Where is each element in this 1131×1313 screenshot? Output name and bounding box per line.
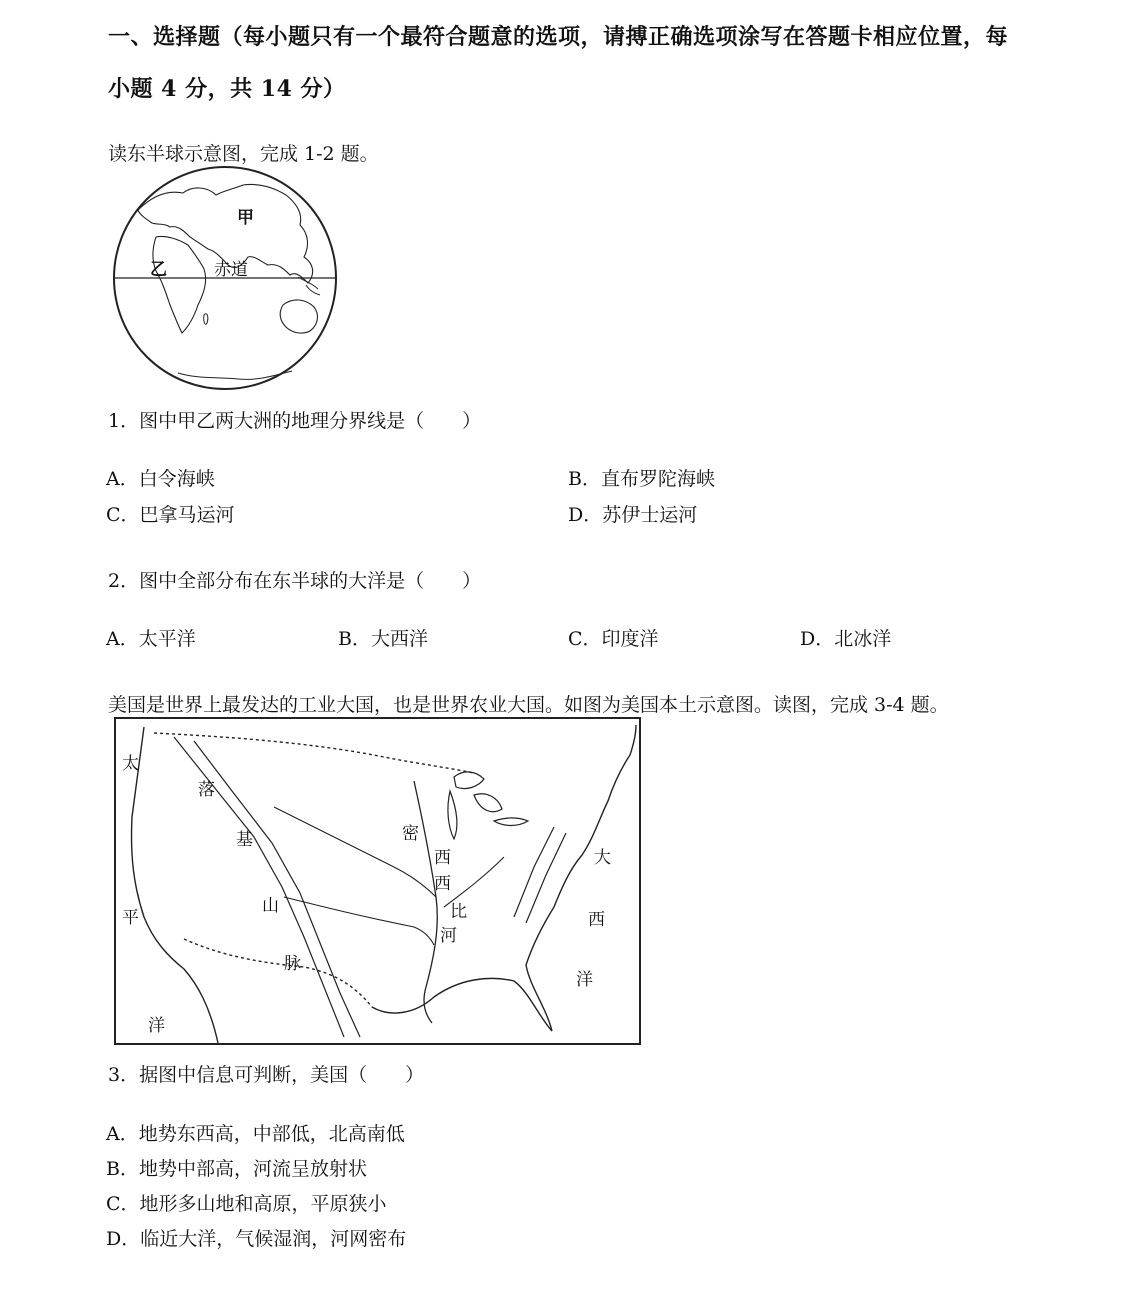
q1-option-a[interactable]: A．白令海峡 <box>106 468 215 490</box>
label-rocky-2: 基 <box>236 830 253 850</box>
label-atlantic-3: 洋 <box>576 970 593 990</box>
q2-stem: 2．图中全部分布在东半球的大洋是（ ） <box>108 570 482 592</box>
usa-map <box>114 717 642 1047</box>
label-mississippi-4: 比 <box>450 902 467 922</box>
label-rocky-4: 脉 <box>284 954 301 974</box>
label-pacific-1: 太 <box>122 754 139 774</box>
q1-option-b[interactable]: B．直布罗陀海峡 <box>568 468 715 490</box>
label-mississippi-1: 密 <box>402 824 419 844</box>
section-title-line1: 一、选择题（每小题只有一个最符合题意的选项，请搏正确选项涂写在答题卡相应位置，每 <box>108 24 1009 50</box>
globe-label-jia: 甲 <box>237 208 254 228</box>
label-atlantic-1: 大 <box>594 848 611 868</box>
east-hemisphere-map <box>108 165 344 395</box>
label-atlantic-2: 西 <box>588 910 605 930</box>
section-title-line2: 小题 4 分，共 14 分） <box>108 76 346 102</box>
q2-option-d[interactable]: D．北冰洋 <box>800 628 892 650</box>
label-mississippi-3: 西 <box>434 874 451 894</box>
label-rocky-3: 山 <box>262 896 279 916</box>
q3-option-a[interactable]: A．地势东西高，中部低，北高南低 <box>106 1123 405 1145</box>
q3-option-d[interactable]: D．临近大洋，气候湿润，河网密布 <box>106 1228 407 1250</box>
label-rocky-1: 落 <box>198 780 215 800</box>
q3-stem: 3．据图中信息可判断，美国（ ） <box>108 1064 425 1086</box>
q2-option-b[interactable]: B．大西洋 <box>338 628 428 650</box>
q2-option-a[interactable]: A．太平洋 <box>106 628 196 650</box>
globe-label-equator: 赤道 <box>214 260 248 280</box>
q1-option-c[interactable]: C．巴拿马运河 <box>106 504 235 526</box>
label-pacific-2: 平 <box>122 908 139 928</box>
q2-option-c[interactable]: C．印度洋 <box>568 628 659 650</box>
q1-stem: 1．图中甲乙两大洲的地理分界线是（ ） <box>108 410 482 432</box>
label-pacific-3: 洋 <box>148 1016 165 1036</box>
globe-label-yi: 乙 <box>150 260 167 280</box>
label-mississippi-2: 西 <box>434 848 451 868</box>
q3-option-c[interactable]: C．地形多山地和高原，平原狭小 <box>106 1193 387 1215</box>
intro-east-hemisphere: 读东半球示意图，完成 1-2 题。 <box>108 143 379 165</box>
q3-option-b[interactable]: B．地势中部高，河流呈放射状 <box>106 1158 367 1180</box>
q1-option-d[interactable]: D．苏伊士运河 <box>568 504 698 526</box>
intro-usa: 美国是世界上最发达的工业大国，也是世界农业大国。如图为美国本土示意图。读图，完成 3-4 题。 <box>108 694 949 716</box>
label-mississippi-5: 河 <box>440 926 457 946</box>
